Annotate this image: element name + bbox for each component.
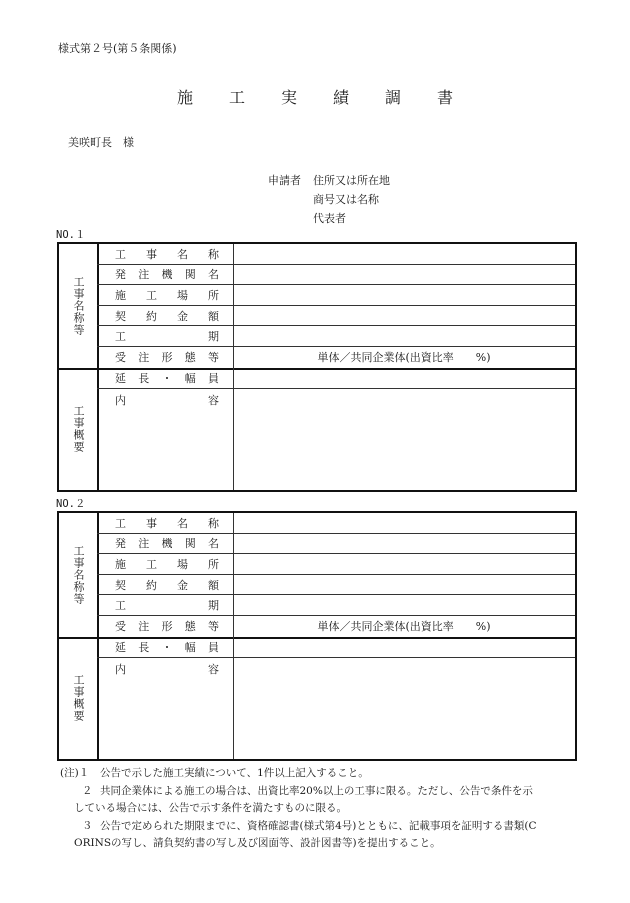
record-table [57, 242, 577, 492]
field-label-char: 幅 [184, 640, 196, 654]
section-label [59, 368, 99, 490]
field-label-char: 額 [208, 578, 219, 592]
label-column [97, 637, 234, 759]
field-value[interactable]: 単体／共同企業体(出資比率 %) [317, 351, 491, 365]
label-column [97, 368, 234, 490]
field-label-char: 内 [115, 662, 126, 676]
field-label [97, 326, 233, 347]
field-label-char: 名 [177, 516, 188, 530]
section-label-text: 工事概要 [72, 674, 85, 722]
section-label [59, 637, 99, 759]
field-label-char: ・ [161, 371, 173, 385]
field-label-char: 形 [161, 620, 173, 634]
title-char: 施 [176, 88, 193, 107]
field-label [97, 347, 233, 368]
field-label-char: 形 [161, 351, 173, 365]
label-column [97, 513, 234, 637]
value-column [233, 244, 575, 368]
field-value[interactable] [233, 534, 575, 555]
field-label-char: 額 [208, 309, 219, 323]
applicant-company-label: 商号又は名称 [313, 193, 379, 206]
field-label [97, 389, 233, 410]
field-value[interactable] [233, 368, 575, 389]
field-value[interactable] [233, 285, 575, 306]
title-char: 績 [333, 88, 350, 107]
field-label-char: 発 [115, 268, 126, 282]
field-label [97, 244, 233, 265]
field-label-char: 態 [184, 351, 196, 365]
field-label-char: 所 [208, 288, 219, 302]
field-label [97, 554, 233, 575]
field-label-char: 注 [138, 537, 150, 551]
field-label-char: 幅 [184, 371, 196, 385]
field-label-char: 名 [177, 247, 188, 261]
addressee: 美咲町長 様 [68, 136, 134, 149]
field-label-char: 員 [208, 640, 219, 654]
label-column [97, 244, 234, 368]
field-label [97, 265, 233, 286]
field-label [97, 368, 233, 389]
field-label-char: 工 [115, 247, 126, 261]
field-label-char: 注 [138, 268, 150, 282]
field-label-char: 注 [138, 351, 150, 365]
note-number: ２ [82, 784, 93, 797]
field-label-char: 関 [184, 537, 196, 551]
title-char: 書 [437, 88, 454, 107]
note-number: (注)１ [60, 767, 90, 779]
record-number: NO.２ [56, 498, 86, 510]
section-label-text: 工事概要 [72, 405, 85, 453]
field-value[interactable] [233, 389, 575, 490]
field-label-char: 態 [184, 620, 196, 634]
field-label-char: 契 [115, 578, 126, 592]
field-label-char: 工 [115, 330, 126, 344]
field-label-char: 工 [115, 516, 126, 530]
field-label-char: 等 [208, 351, 219, 365]
field-label [97, 306, 233, 327]
record-number: NO.１ [56, 229, 86, 241]
construction-name-section [59, 244, 575, 370]
field-label-char: 称 [208, 516, 219, 530]
field-label-char: 機 [161, 268, 173, 282]
field-value[interactable] [233, 244, 575, 265]
field-label-char: 施 [115, 557, 126, 571]
field-label-char: 称 [208, 247, 219, 261]
field-value[interactable] [233, 658, 575, 759]
applicant-block [268, 171, 390, 228]
field-label [97, 595, 233, 616]
field-value[interactable] [233, 554, 575, 575]
field-label-char: 長 [138, 371, 150, 385]
field-label-char: 延 [115, 371, 126, 385]
field-label [97, 658, 233, 679]
title-char: 実 [280, 88, 297, 107]
field-label [97, 637, 233, 658]
field-label [97, 285, 233, 306]
section-label-text: 工事名称等 [72, 545, 85, 605]
title-char: 調 [385, 88, 402, 107]
field-value[interactable] [233, 306, 575, 327]
field-label-char: ・ [161, 640, 173, 654]
field-label-char: 契 [115, 309, 126, 323]
record-table [57, 511, 577, 761]
field-label [97, 534, 233, 555]
field-value[interactable] [233, 326, 575, 347]
field-label-char: 期 [208, 330, 219, 344]
applicant-representative-label: 代表者 [313, 212, 346, 225]
construction-overview-section [59, 368, 575, 490]
title-char: 工 [228, 88, 245, 107]
field-value[interactable] [233, 595, 575, 616]
field-label-char: 工 [146, 288, 157, 302]
form-number: 様式第２号(第５条関係) [58, 42, 177, 55]
note-number: ３ [82, 819, 93, 832]
field-label-char: 関 [184, 268, 196, 282]
field-label-char: 受 [115, 351, 126, 365]
field-label-char: 名 [208, 537, 219, 551]
field-label-char: 発 [115, 537, 126, 551]
page-title [0, 85, 630, 108]
field-label-char: 機 [161, 537, 173, 551]
field-label-char: 容 [208, 393, 219, 407]
value-column [233, 368, 575, 490]
field-label-char: 約 [146, 309, 157, 323]
section-label [59, 513, 99, 637]
field-value[interactable] [233, 513, 575, 534]
section-label-text: 工事名称等 [72, 276, 85, 336]
section-label [59, 244, 99, 368]
field-label-char: 工 [115, 599, 126, 613]
field-label-char: 注 [138, 620, 150, 634]
applicant-label: 申請者 [268, 174, 301, 187]
field-label-char: 容 [208, 662, 219, 676]
value-column [233, 513, 575, 637]
field-label-char: 期 [208, 599, 219, 613]
field-label-char: 所 [208, 557, 219, 571]
field-label-char: 事 [146, 516, 157, 530]
field-label-char: 員 [208, 371, 219, 385]
field-value[interactable] [233, 637, 575, 658]
field-label [97, 575, 233, 596]
construction-overview-section [59, 637, 575, 759]
field-label-char: 等 [208, 620, 219, 634]
note-text: 共同企業体による施工の場合は、出資比率20%以上の工事に限る。ただし、公告で条件を示 [100, 784, 533, 797]
field-label [97, 513, 233, 534]
note-text: 公告で示した施工実績について、1件以上記入すること。 [100, 767, 369, 779]
field-label-char: 金 [177, 309, 188, 323]
field-label-char: 延 [115, 640, 126, 654]
field-label-char: 金 [177, 578, 188, 592]
field-label-char: 場 [177, 557, 188, 571]
field-label-char: 施 [115, 288, 126, 302]
field-label-char: 事 [146, 247, 157, 261]
field-value[interactable]: 単体／共同企業体(出資比率 %) [317, 620, 491, 634]
note-text: ORINSの写し、請負契約書の写し及び図面等、設計図書等)を提出すること。 [74, 837, 441, 849]
field-label-char: 約 [146, 578, 157, 592]
note-text: 公告で定められた期限までに、資格確認書(様式第4号)とともに、記載事項を証明する書類(C [100, 819, 537, 832]
field-label-char: 内 [115, 393, 126, 407]
note-text: している場合には、公告で示す条件を満たすものに限る。 [74, 802, 347, 814]
field-label-char: 場 [177, 288, 188, 302]
field-label [97, 616, 233, 637]
field-value[interactable] [233, 575, 575, 596]
field-label-char: 工 [146, 557, 157, 571]
field-label-char: 受 [115, 620, 126, 634]
field-value[interactable] [233, 265, 575, 286]
construction-name-section [59, 513, 575, 639]
applicant-address-label: 住所又は所在地 [313, 174, 390, 187]
field-label-char: 名 [208, 268, 219, 282]
field-label-char: 長 [138, 640, 150, 654]
value-column [233, 637, 575, 759]
